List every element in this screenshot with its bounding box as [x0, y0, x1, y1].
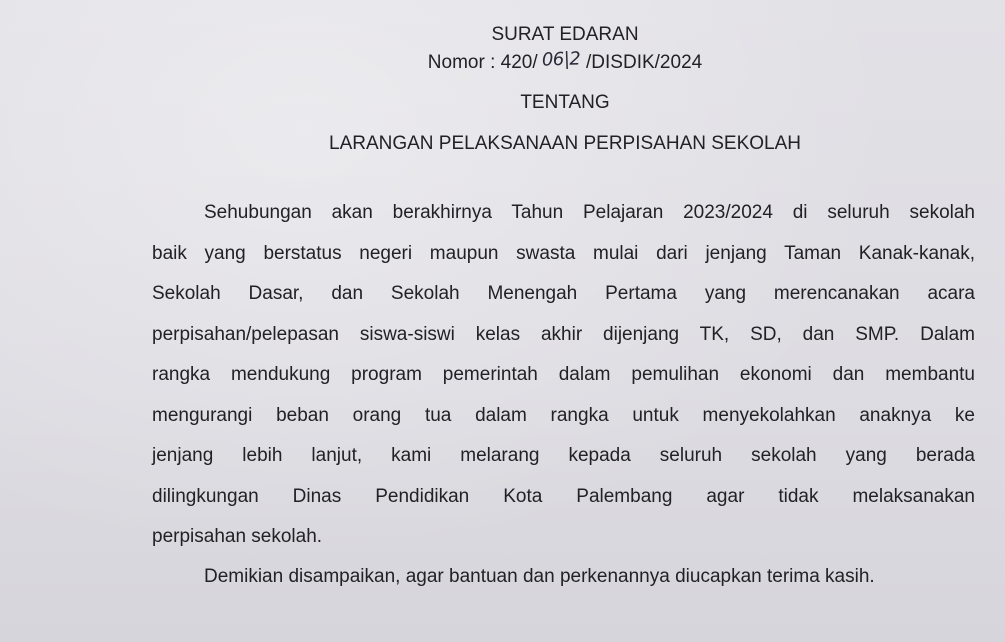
document-number-prefix: Nomor : 420/: [427, 52, 538, 73]
paragraph-line: dilingkungan Dinas Pendidikan Kota Palembang agar tidak melaksanakan: [152, 485, 975, 507]
document-title: SURAT EDARAN: [491, 24, 639, 45]
paragraph-line: Sehubungan akan berakhirnya Tahun Pelajaran 2023/2024 di seluruh sekolah: [204, 202, 975, 223]
tentang-heading: TENTANG: [520, 92, 610, 113]
subject-heading: LARANGAN PELAKSANAAN PERPISAHAN SEKOLAH: [329, 133, 801, 154]
document-number-suffix: /DISDIK/2024: [586, 52, 703, 73]
handwritten-number: 06|2: [541, 48, 581, 71]
body-paragraph-1: [152, 193, 975, 558]
body-paragraph-2: [152, 557, 975, 598]
document-number: [0, 48, 1005, 74]
paragraph-line: rangka mendukung program pemerintah dalam pemulihan ekonomi dan membantu: [152, 364, 975, 385]
paragraph-line: perpisahan sekolah.: [152, 526, 323, 547]
paragraph-line: jenjang lebih lanjut, kami melarang kepada seluruh sekolah yang berada: [152, 445, 975, 466]
paragraph-line: baik yang berstatus negeri maupun swasta mulai dari jenjang Taman Kanak-kanak,: [152, 242, 975, 264]
closing-line: Demikian disampaikan, agar bantuan dan perkenannya diucapkan terima kasih.: [204, 566, 875, 587]
paragraph-line: Sekolah Dasar, dan Sekolah Menengah Pertama yang merencanakan acara: [152, 283, 975, 304]
paragraph-line: perpisahan/pelepasan siswa-siswi kelas akhir dijenjang TK, SD, dan SMP. Dalam: [152, 323, 975, 345]
paragraph-line: mengurangi beban orang tua dalam rangka untuk menyekolahkan anaknya ke: [152, 404, 975, 426]
